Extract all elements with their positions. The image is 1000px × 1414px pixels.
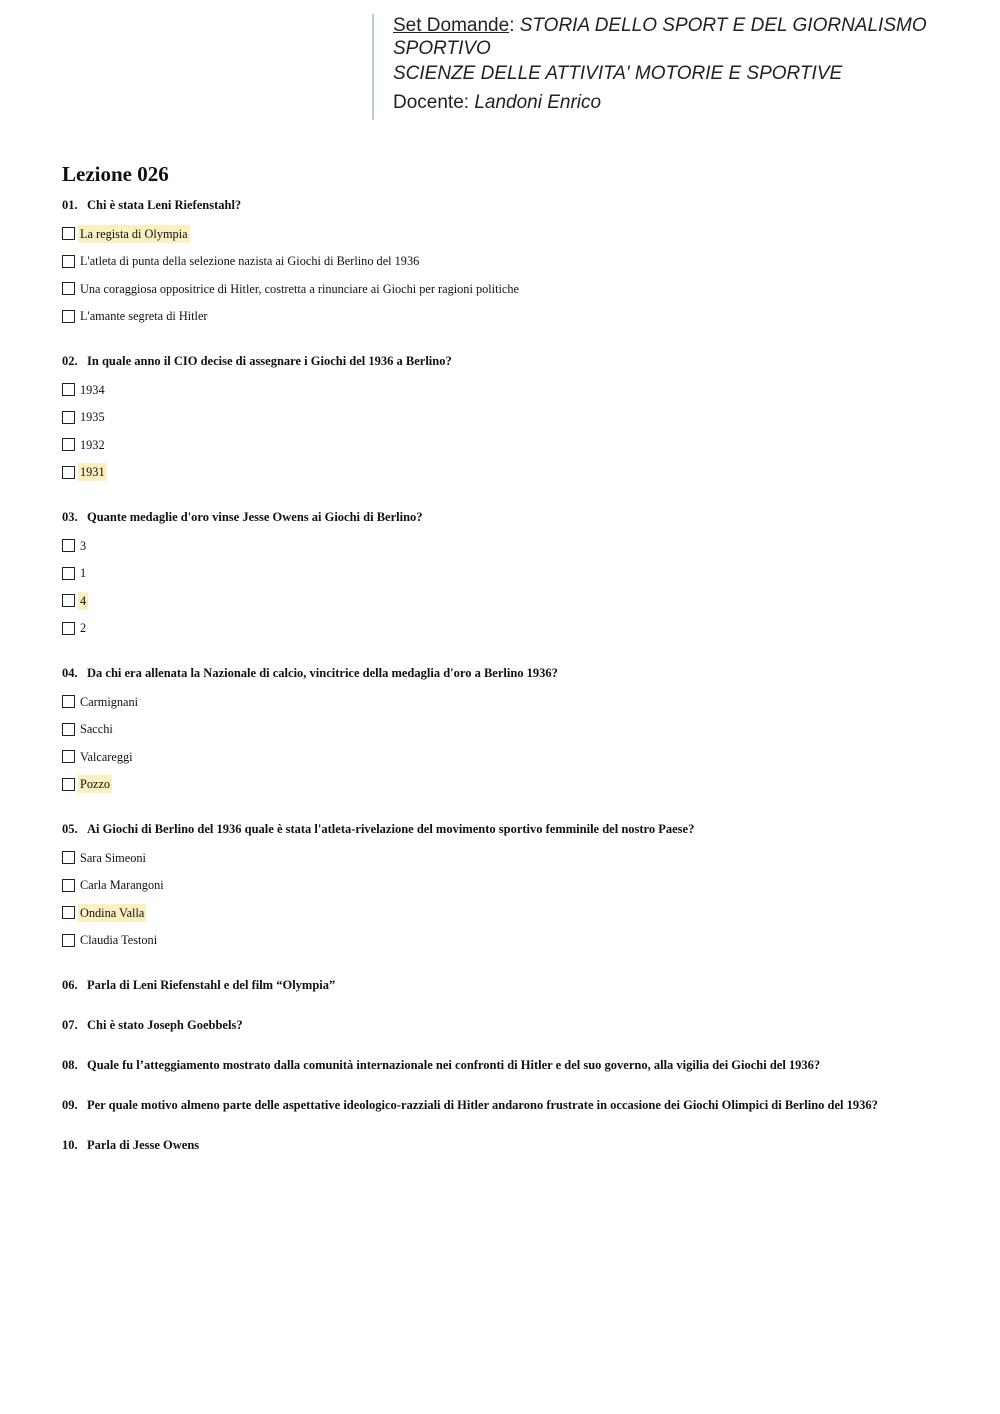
question [62, 196, 962, 330]
set-colon: : [509, 15, 515, 36]
question [62, 1056, 962, 1074]
teacher-name: Landoni Enrico [474, 92, 602, 113]
answer-text: Carmignani [80, 694, 139, 709]
answer-options [62, 844, 962, 954]
answer-text: 1932 [80, 437, 105, 452]
question-number: 03. [62, 510, 78, 524]
answer-text: Valcareggi [80, 749, 133, 764]
answer-checkbox[interactable] [62, 778, 75, 791]
question-text: Ai Giochi di Berlino del 1936 quale è stata l'atleta-rivelazione del movimento sportivo femminile del nostro Paese? [87, 822, 695, 836]
answer-checkbox[interactable] [62, 594, 75, 607]
answer-option[interactable] [62, 431, 962, 459]
question-title [62, 820, 962, 838]
answer-option[interactable] [62, 303, 962, 331]
answer-checkbox[interactable] [62, 310, 75, 323]
question-number: 10. [62, 1138, 78, 1152]
answer-option[interactable] [62, 716, 962, 744]
question-title [62, 352, 962, 370]
course-name: STORIA DELLO SPORT E DEL GIORNALISMO [519, 15, 927, 36]
answer-option[interactable] [62, 771, 962, 799]
question-title [62, 1136, 962, 1154]
question-text: Da chi era allenata la Nazionale di calcio, vincitrice della medaglia d'oro a Berlino 1936? [87, 666, 558, 680]
answer-option[interactable] [62, 248, 962, 276]
answer-options [62, 532, 962, 642]
answer-text: 1935 [80, 410, 105, 425]
course-line-1 [393, 14, 972, 37]
teacher-label: Docente: [393, 92, 470, 113]
answer-text: L'amante segreta di Hitler [80, 309, 208, 324]
question-title [62, 1016, 962, 1034]
answer-text: Sara Simeoni [80, 850, 146, 865]
answer-text: 1934 [80, 382, 105, 397]
question-title [62, 1056, 962, 1074]
answer-option[interactable] [62, 899, 962, 927]
answer-text-correct: Ondina Valla [80, 905, 145, 920]
question-number: 08. [62, 1058, 78, 1072]
question-text: Quante medaglie d'oro vinse Jesse Owens ai Giochi di Berlino? [87, 510, 423, 524]
question [62, 1136, 962, 1154]
answer-options [62, 688, 962, 798]
answer-text: Una coraggiosa oppositrice di Hitler, costretta a rinunciare ai Giochi per ragioni politiche [80, 281, 519, 296]
question-number: 05. [62, 822, 78, 836]
question-number: 04. [62, 666, 78, 680]
answer-checkbox[interactable] [62, 695, 75, 708]
answer-text-correct: 4 [80, 593, 87, 608]
answer-text-correct: La regista di Olympia [80, 226, 188, 241]
answer-checkbox[interactable] [62, 466, 75, 479]
answer-option[interactable] [62, 927, 962, 955]
answer-option[interactable] [62, 587, 962, 615]
answer-option[interactable] [62, 376, 962, 404]
question-text: Parla di Leni Riefenstahl e del film “Olympia” [87, 978, 336, 992]
answer-checkbox[interactable] [62, 622, 75, 635]
answer-text: L'atleta di punta della selezione nazista ai Giochi di Berlino del 1936 [80, 254, 420, 269]
question-text: Chi è stata Leni Riefenstahl? [87, 198, 242, 212]
answer-checkbox[interactable] [62, 438, 75, 451]
question [62, 664, 962, 798]
question-title [62, 1096, 962, 1114]
question-title [62, 508, 962, 526]
answer-checkbox[interactable] [62, 227, 75, 240]
answer-checkbox[interactable] [62, 539, 75, 552]
answer-checkbox[interactable] [62, 383, 75, 396]
question-title [62, 664, 962, 682]
answer-option[interactable] [62, 404, 962, 432]
question-text: In quale anno il CIO decise di assegnare i Giochi del 1936 a Berlino? [87, 354, 452, 368]
question-number: 01. [62, 198, 78, 212]
answer-checkbox[interactable] [62, 255, 75, 268]
question-number: 02. [62, 354, 78, 368]
question [62, 352, 962, 486]
course-name-continued: SPORTIVO [393, 38, 491, 59]
question [62, 1016, 962, 1034]
answer-text: Carla Marangoni [80, 878, 164, 893]
answer-text: 2 [80, 621, 87, 636]
question [62, 820, 962, 954]
question-list [62, 196, 962, 1176]
degree-program: SCIENZE DELLE ATTIVITA' MOTORIE E SPORTIVE [393, 63, 843, 84]
answer-checkbox[interactable] [62, 411, 75, 424]
question [62, 508, 962, 642]
answer-option[interactable] [62, 743, 962, 771]
question [62, 976, 962, 994]
question-title [62, 976, 962, 994]
answer-text: Sacchi [80, 722, 113, 737]
course-header [372, 14, 972, 120]
answer-options [62, 220, 962, 330]
question-title [62, 196, 962, 214]
answer-option[interactable] [62, 459, 962, 487]
answer-option[interactable] [62, 844, 962, 872]
question-text: Quale fu l’atteggiamento mostrato dalla comunità internazionale nei confronti di Hitler e del suo governo, alla vigilia dei Giochi del 1936? [87, 1058, 821, 1072]
question-text: Per quale motivo almeno parte delle aspettative ideologico-razziali di Hitler andarono frustrate in occasione dei Giochi Olimpici di Berlino del 1936? [87, 1098, 878, 1112]
answer-option[interactable] [62, 872, 962, 900]
answer-checkbox[interactable] [62, 750, 75, 763]
answer-text: 3 [80, 538, 87, 553]
answer-option[interactable] [62, 688, 962, 716]
answer-text: 1 [80, 566, 87, 581]
answer-text-correct: 1931 [80, 465, 105, 480]
answer-checkbox[interactable] [62, 906, 75, 919]
answer-checkbox[interactable] [62, 567, 75, 580]
answer-text: Claudia Testoni [80, 933, 158, 948]
question [62, 1096, 962, 1114]
answer-checkbox[interactable] [62, 851, 75, 864]
question-number: 06. [62, 978, 78, 992]
answer-option[interactable] [62, 615, 962, 643]
answer-checkbox[interactable] [62, 282, 75, 295]
set-label: Set Domande [393, 15, 510, 36]
question-number: 07. [62, 1018, 78, 1032]
answer-options [62, 376, 962, 486]
answer-option[interactable] [62, 275, 962, 303]
teacher-line [393, 91, 972, 114]
question-text: Chi è stato Joseph Goebbels? [87, 1018, 243, 1032]
answer-option[interactable] [62, 532, 962, 560]
lesson-title: Lezione 026 [62, 162, 169, 186]
question-text: Parla di Jesse Owens [87, 1138, 200, 1152]
answer-option[interactable] [62, 560, 962, 588]
question-number: 09. [62, 1098, 78, 1112]
answer-checkbox[interactable] [62, 723, 75, 736]
answer-checkbox[interactable] [62, 879, 75, 892]
answer-option[interactable] [62, 220, 962, 248]
answer-checkbox[interactable] [62, 934, 75, 947]
answer-text-correct: Pozzo [80, 777, 111, 792]
